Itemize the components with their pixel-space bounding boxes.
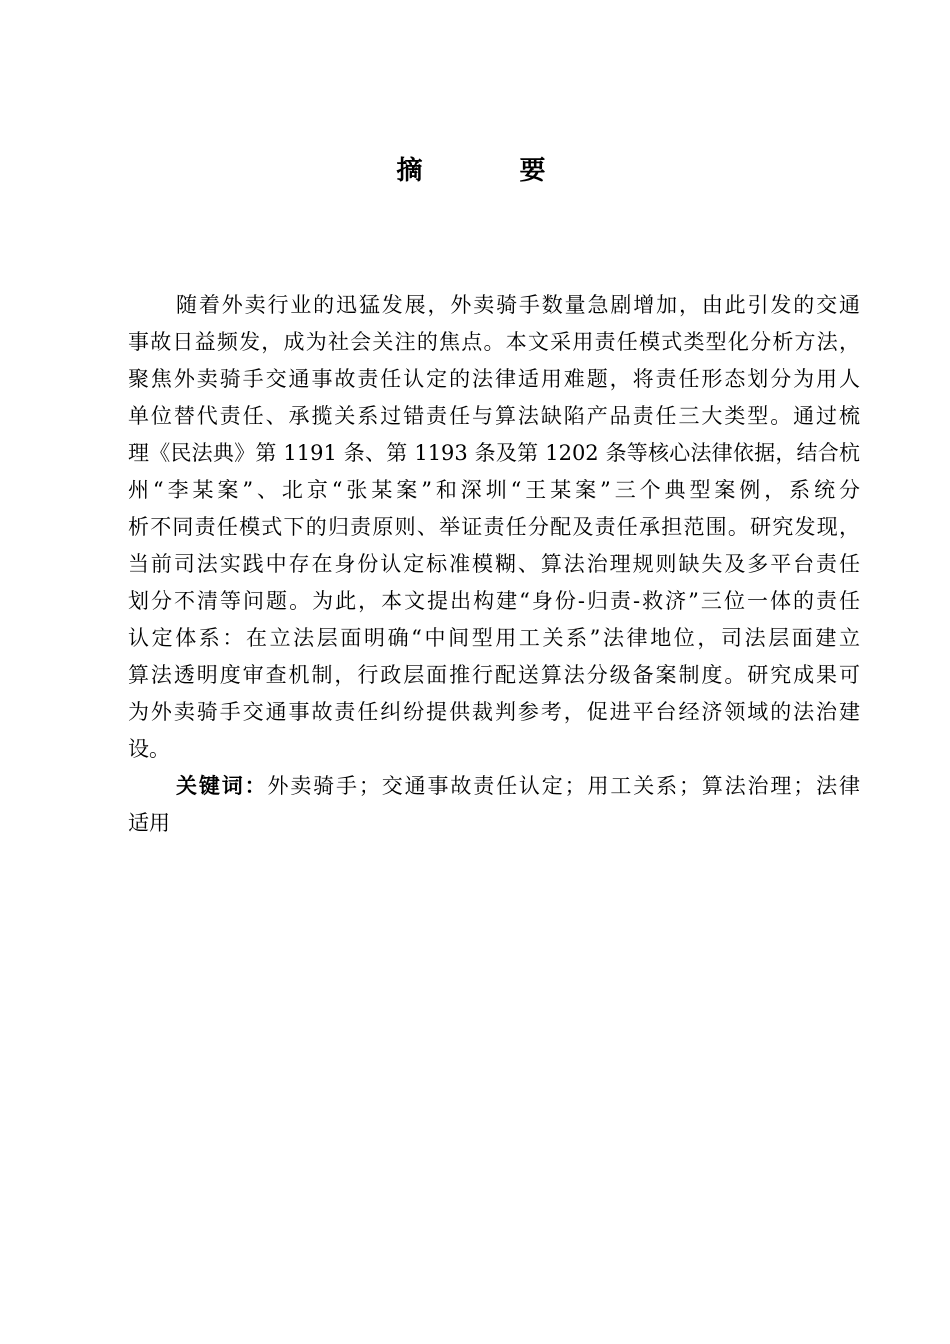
abstract-line: 事故日益频发，成为社会关注的焦点。本文采用责任模式类型化分析方法， [128,330,860,354]
abstract-title: 摘 要 [396,156,590,186]
keywords-text: 外卖骑手；交通事故责任认定；用工关系；算法治理；法律 [267,774,861,798]
keywords-line [128,768,860,805]
abstract-line: 当前司法实践中存在身份认定标准模糊、算法治理规则缺失及多平台责任 [128,552,860,576]
abstract-line: 认定体系：在立法层面明确“中间型用工关系”法律地位，司法层面建立 [128,626,860,650]
abstract-line: 聚焦外卖骑手交通事故责任认定的法律适用难题，将责任形态划分为用人 [128,367,860,391]
abstract-line: 单位替代责任、承揽关系过错责任与算法缺陷产品责任三大类型。通过梳 [128,404,860,428]
keywords-line-continued: 适用 [128,811,170,835]
abstract-line: 设。 [128,737,170,761]
abstract-line: 为外卖骑手交通事故责任纠纷提供裁判参考，促进平台经济领域的法治建 [128,700,860,724]
abstract-line: 析不同责任模式下的归责原则、举证责任分配及责任承担范围。研究发现， [128,515,860,539]
abstract-line: 理《民法典》第 1191 条、第 1193 条及第 1202 条等核心法律依据，结合杭 [128,441,860,465]
abstract-body [128,287,860,842]
abstract-line: 州“李某案”、北京“张某案”和深圳“王某案”三个典型案例，系统分 [128,478,860,502]
abstract-line: 随着外卖行业的迅猛发展，外卖骑手数量急剧增加，由此引发的交通 [176,293,860,317]
keywords-label: 关键词： [176,774,268,798]
abstract-line: 算法透明度审查机制，行政层面推行配送算法分级备案制度。研究成果可 [128,663,860,687]
abstract-line: 划分不清等问题。为此，本文提出构建“身份-归责-救济”三位一体的责任 [128,589,860,613]
